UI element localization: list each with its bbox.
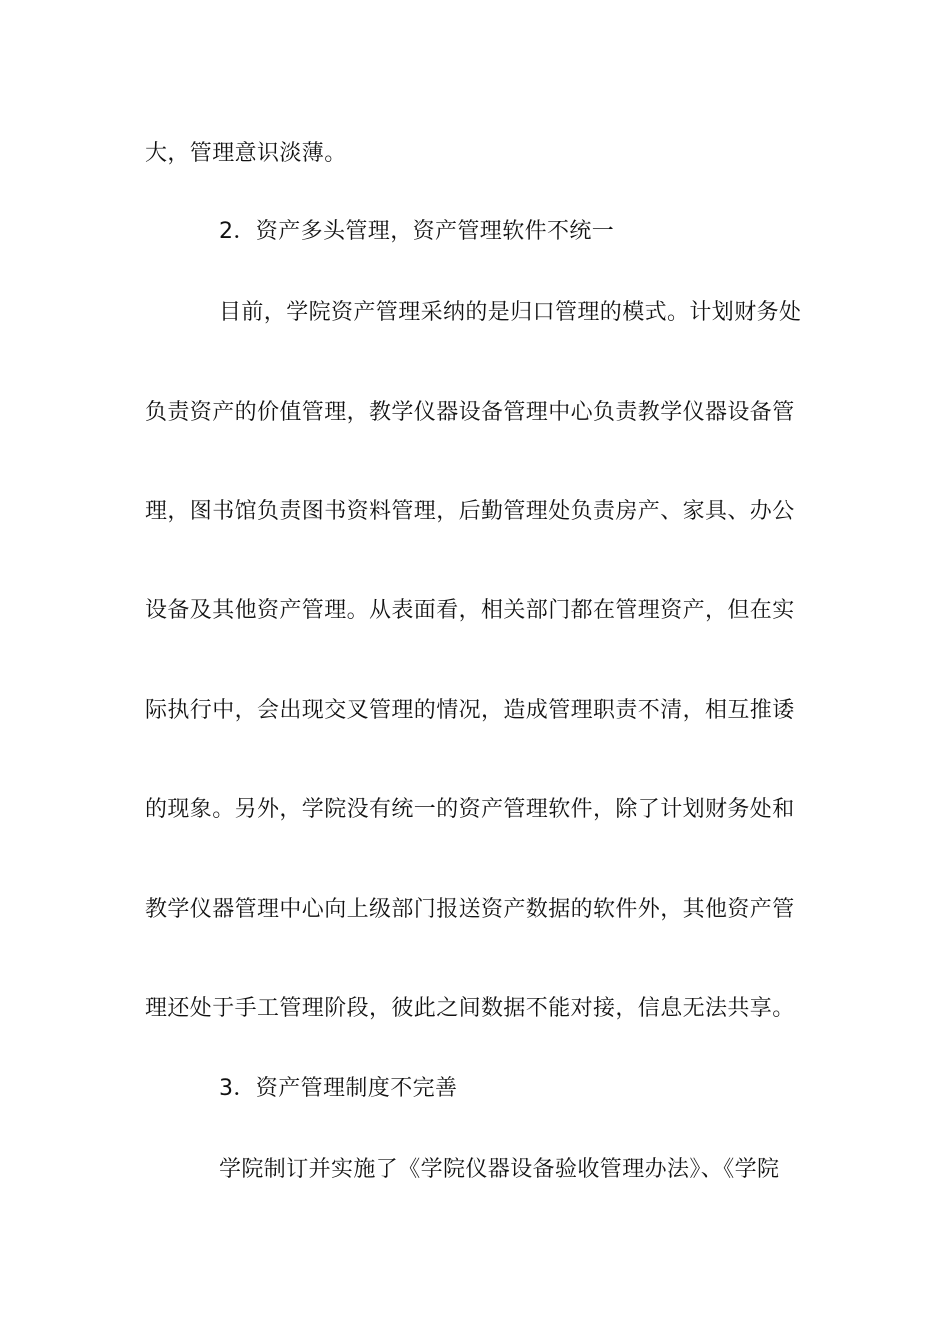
paragraph-line: 理还处于手工管理阶段，彼此之间数据不能对接，信息无法共享。 bbox=[145, 996, 795, 1021]
paragraph-line: 大，管理意识淡薄。 bbox=[145, 141, 347, 166]
paragraph-line: 目前，学院资产管理采纳的是归口管理的模式。计划财务处 bbox=[219, 300, 802, 325]
paragraph-line: 的现象。另外，学院没有统一的资产管理软件，除了计划财务处和 bbox=[145, 797, 795, 822]
section-heading-2: 2．资产多头管理，资产管理软件不统一 bbox=[219, 219, 615, 244]
paragraph-line: 学院制订并实施了《学院仪器设备验收管理办法》、《学院 bbox=[219, 1157, 780, 1182]
paragraph-line: 际执行中，会出现交叉管理的情况，造成管理职责不清，相互推诿 bbox=[145, 698, 795, 723]
paragraph-line: 负责资产的价值管理，教学仪器设备管理中心负责教学仪器设备管 bbox=[145, 400, 795, 425]
section-heading-3: 3．资产管理制度不完善 bbox=[219, 1076, 458, 1101]
paragraph-line: 教学仪器管理中心向上级部门报送资产数据的软件外，其他资产管 bbox=[145, 897, 795, 922]
paragraph-line: 设备及其他资产管理。从表面看，相关部门都在管理资产，但在实 bbox=[145, 598, 795, 623]
paragraph-line: 理，图书馆负责图书资料管理，后勤管理处负责房产、家具、办公 bbox=[145, 499, 795, 524]
